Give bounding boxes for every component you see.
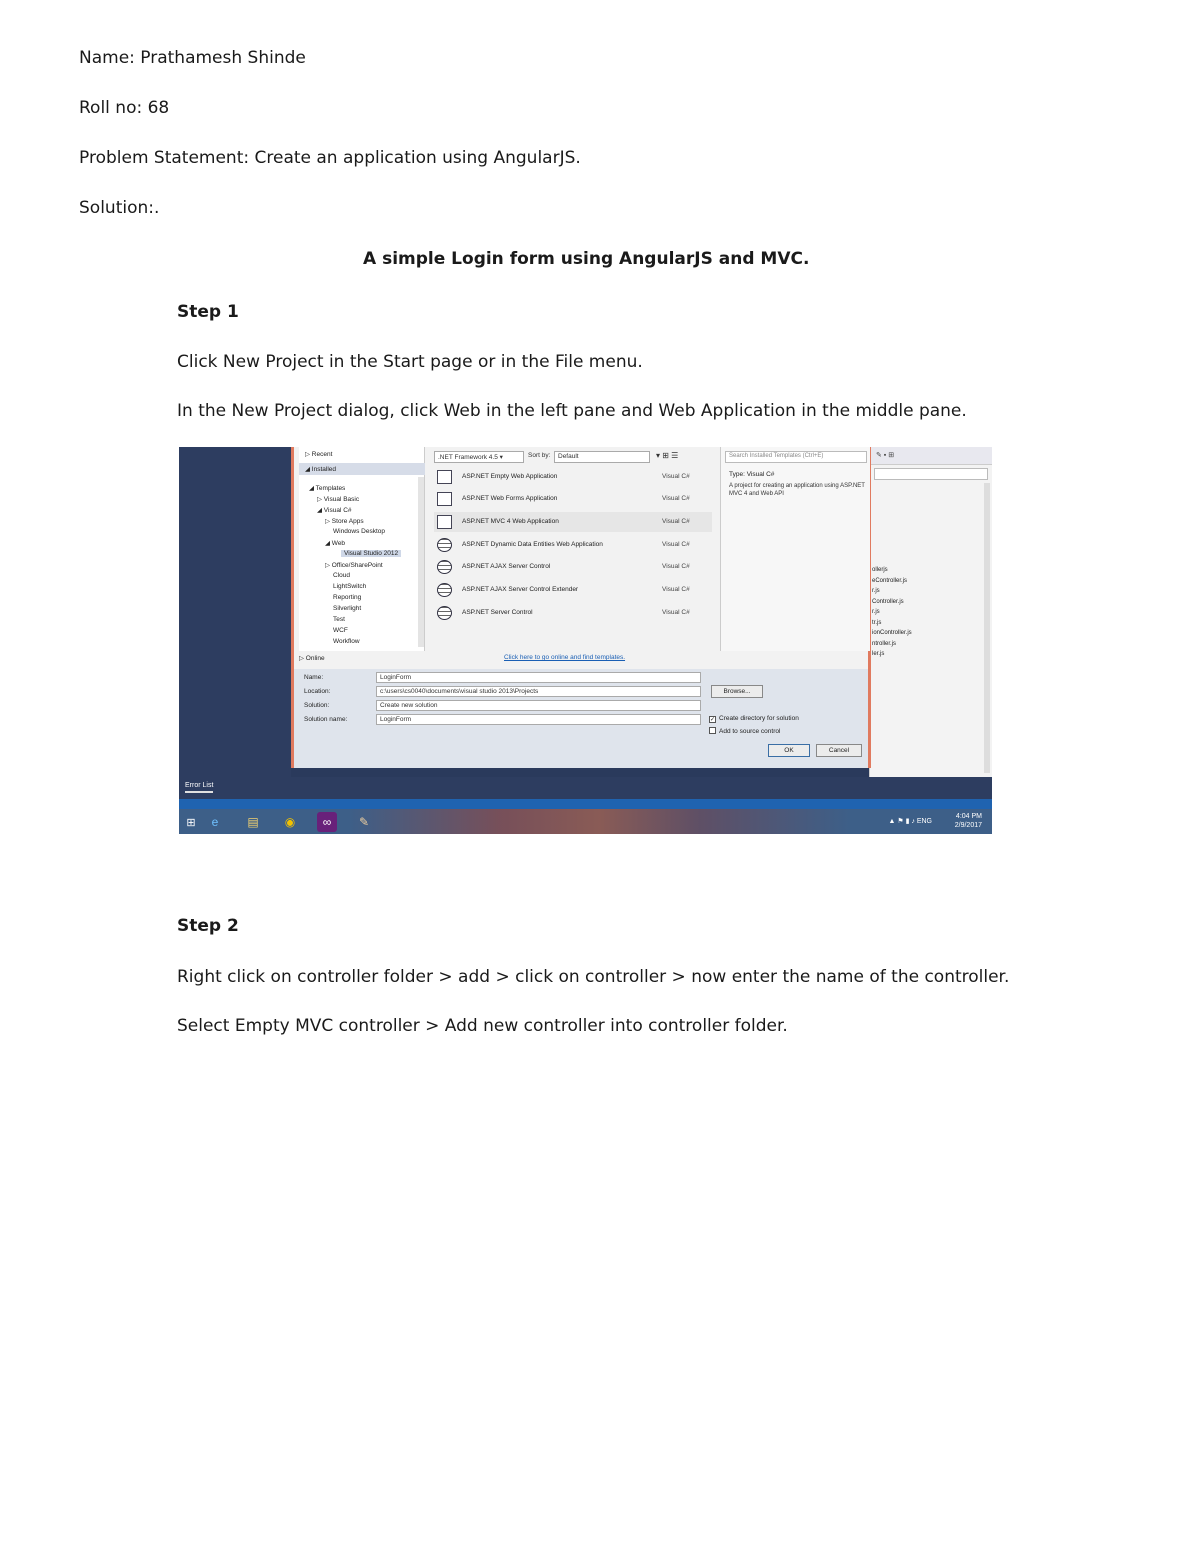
- source-control-checkbox[interactable]: [709, 727, 780, 735]
- template-list: [434, 467, 714, 667]
- template-name: ASP.NET AJAX Server Control: [462, 563, 551, 570]
- location-field[interactable]: [376, 686, 701, 697]
- start-icon[interactable]: ⊞: [186, 816, 196, 829]
- step-2-text-1: Right click on controller folder > add > click on controller > now enter the name of the controller.: [177, 967, 1010, 987]
- template-language: Visual C#: [662, 541, 690, 548]
- web-app-icon: [437, 492, 452, 506]
- tree-visual-basic[interactable]: ▷ Visual Basic: [317, 496, 360, 503]
- template-item[interactable]: [434, 535, 712, 555]
- template-item[interactable]: [434, 489, 712, 509]
- template-name: ASP.NET Web Forms Application: [462, 495, 558, 502]
- template-name: ASP.NET Server Control: [462, 609, 533, 616]
- sort-value: Default: [558, 453, 579, 460]
- student-name: Name: Prathamesh Shinde: [79, 48, 306, 68]
- template-language: Visual C#: [662, 495, 690, 502]
- solution-explorer-panel: [869, 447, 992, 777]
- template-language: Visual C#: [662, 563, 690, 570]
- template-name: ASP.NET MVC 4 Web Application: [462, 518, 559, 525]
- solution-label: Solution:: [304, 702, 330, 709]
- new-project-dialog: [291, 447, 871, 768]
- step-1-title: Step 1: [177, 302, 239, 322]
- step-1-text-2: In the New Project dialog, click Web in the left pane and Web Application in the middle pane.: [177, 401, 967, 421]
- source-control-label: Add to source control: [719, 728, 781, 735]
- name-value: LoginForm: [380, 674, 412, 681]
- side-item: ollerjs: [872, 567, 888, 573]
- tree-silverlight[interactable]: Silverlight: [333, 605, 362, 612]
- template-toolbar: [434, 451, 714, 463]
- side-item: ler.js: [872, 651, 885, 657]
- chevron-down-icon: ▾: [499, 454, 503, 461]
- template-item[interactable]: [434, 603, 712, 623]
- solution-explorer-search: [874, 468, 988, 480]
- globe-icon: [437, 538, 452, 552]
- visual-studio-icon[interactable]: ∞: [317, 812, 337, 832]
- side-item: tr.js: [872, 619, 882, 626]
- tree-lightswitch[interactable]: LightSwitch: [333, 583, 367, 590]
- tree-office-sharepoint[interactable]: ▷ Office/SharePoint: [325, 562, 383, 569]
- side-item: r.js: [872, 609, 880, 615]
- template-language: Visual C#: [662, 586, 690, 593]
- web-app-icon: [437, 470, 452, 484]
- solution-name-label: Solution name:: [304, 716, 348, 723]
- tree-reporting[interactable]: Reporting: [333, 594, 362, 601]
- online-templates-link[interactable]: Click here to go online and find templates.: [504, 654, 626, 661]
- tree-workflow[interactable]: Workflow: [333, 638, 360, 645]
- error-list-tab[interactable]: Error List: [185, 782, 213, 793]
- create-directory-label: Create directory for solution: [719, 715, 799, 722]
- template-tree-pane: [299, 447, 425, 651]
- template-language: Visual C#: [662, 473, 690, 480]
- tree-windows-desktop[interactable]: Windows Desktop: [333, 528, 386, 535]
- create-directory-checkbox[interactable]: [709, 715, 799, 723]
- side-item: r.js: [872, 588, 880, 594]
- tree-visual-studio-2012[interactable]: Visual Studio 2012: [341, 550, 401, 557]
- template-item[interactable]: [434, 467, 712, 487]
- tree-templates[interactable]: ◢ Templates: [309, 485, 346, 492]
- step-1-text-1: Click New Project in the Start page or in the File menu.: [177, 352, 643, 372]
- template-item[interactable]: [434, 557, 712, 577]
- template-name: ASP.NET AJAX Server Control Extender: [462, 586, 579, 593]
- location-label: Location:: [304, 688, 331, 695]
- ok-button[interactable]: OK: [768, 744, 810, 757]
- tree-installed[interactable]: ◢ Installed: [305, 466, 337, 473]
- windows-taskbar: [179, 809, 992, 834]
- tree-test[interactable]: Test: [333, 616, 345, 623]
- solution-explorer-toolbar: ✎ ▪ ⊞: [870, 447, 992, 465]
- clock-time: 4:04 PM: [955, 813, 982, 820]
- empty-checkbox-icon: [709, 727, 716, 734]
- taskbar-clock[interactable]: [955, 812, 982, 830]
- paint-icon[interactable]: ✎: [358, 815, 370, 829]
- template-details-pane: [720, 447, 870, 651]
- template-language: Visual C#: [662, 518, 690, 525]
- browse-button[interactable]: Browse...: [711, 685, 763, 698]
- clock-date: 2/9/2017: [954, 822, 982, 829]
- solution-select[interactable]: [376, 700, 701, 711]
- vs-background: [179, 447, 291, 777]
- template-item[interactable]: [434, 580, 712, 600]
- template-item-selected[interactable]: [434, 512, 712, 532]
- tree-web[interactable]: ◢ Web: [325, 540, 346, 547]
- solution-label: Solution:.: [79, 198, 160, 218]
- cancel-button[interactable]: Cancel: [816, 744, 862, 757]
- sort-select[interactable]: [554, 451, 650, 463]
- web-app-icon: [437, 515, 452, 529]
- template-name: ASP.NET Empty Web Application: [462, 473, 558, 480]
- side-item: ionController.js: [872, 630, 912, 636]
- internet-explorer-icon[interactable]: e: [211, 815, 219, 829]
- template-name: ASP.NET Dynamic Data Entities Web Application: [462, 541, 603, 548]
- name-field[interactable]: [376, 672, 701, 683]
- sort-label: Sort by:: [528, 452, 551, 459]
- template-language: Visual C#: [662, 609, 690, 616]
- tree-wcf[interactable]: WCF: [333, 627, 348, 634]
- tree-scrollbar[interactable]: [418, 477, 424, 647]
- error-list-bar: [179, 777, 992, 799]
- search-placeholder: Search Installed Templates (Ctrl+E): [729, 453, 824, 459]
- problem-statement: Problem Statement: Create an application using AngularJS.: [79, 148, 581, 168]
- framework-select[interactable]: [434, 451, 524, 463]
- checkmark-icon: ✓: [710, 717, 716, 723]
- template-description: A project for creating an application using ASP.NET MVC 4 and Web API: [729, 483, 865, 497]
- solution-name-field[interactable]: [376, 714, 701, 725]
- step-2-text-2: Select Empty MVC controller > Add new controller into controller folder.: [177, 1016, 788, 1036]
- side-item: eController.js: [872, 577, 908, 584]
- side-item: Controller.js: [872, 598, 904, 605]
- tree-cloud[interactable]: Cloud: [333, 572, 350, 579]
- tree-store-apps[interactable]: ▷ Store Apps: [325, 518, 364, 525]
- document-heading: A simple Login form using AngularJS and MVC.: [363, 249, 810, 269]
- side-scrollbar: [984, 483, 990, 773]
- tree-recent[interactable]: ▷ Recent: [305, 451, 333, 458]
- name-label: Name:: [304, 674, 324, 681]
- tree-visual-csharp[interactable]: ◢ Visual C#: [317, 507, 352, 514]
- tray-language: ENG: [916, 818, 932, 825]
- template-type: Type: Visual C#: [729, 471, 775, 478]
- new-project-screenshot: [179, 447, 992, 834]
- solution-name-value: LoginForm: [380, 716, 412, 723]
- step-2-title: Step 2: [177, 916, 239, 936]
- taskbar-wallpaper: [349, 809, 849, 834]
- template-search-input[interactable]: [725, 451, 867, 463]
- globe-icon: [437, 606, 452, 620]
- framework-value: .NET Framework 4.5: [438, 454, 498, 461]
- tree-online[interactable]: ▷ Online: [299, 655, 325, 662]
- location-value: c:\users\cs0040\documents\visual studio 2013\Projects: [380, 688, 539, 695]
- system-tray: ▲ ⚑ ▮ ♪ ENG: [888, 818, 932, 825]
- project-form: [294, 669, 868, 768]
- globe-icon: [437, 583, 452, 597]
- file-explorer-icon[interactable]: ▤: [247, 815, 259, 829]
- solution-value: Create new solution: [380, 702, 438, 709]
- chrome-icon[interactable]: ◉: [284, 815, 296, 829]
- grid-view-icon[interactable]: ▾ ⊞ ☰: [656, 451, 679, 460]
- globe-icon: [437, 560, 452, 574]
- roll-number: Roll no: 68: [79, 98, 170, 118]
- status-bar: [179, 799, 992, 809]
- side-item: ntroller.js: [872, 640, 897, 647]
